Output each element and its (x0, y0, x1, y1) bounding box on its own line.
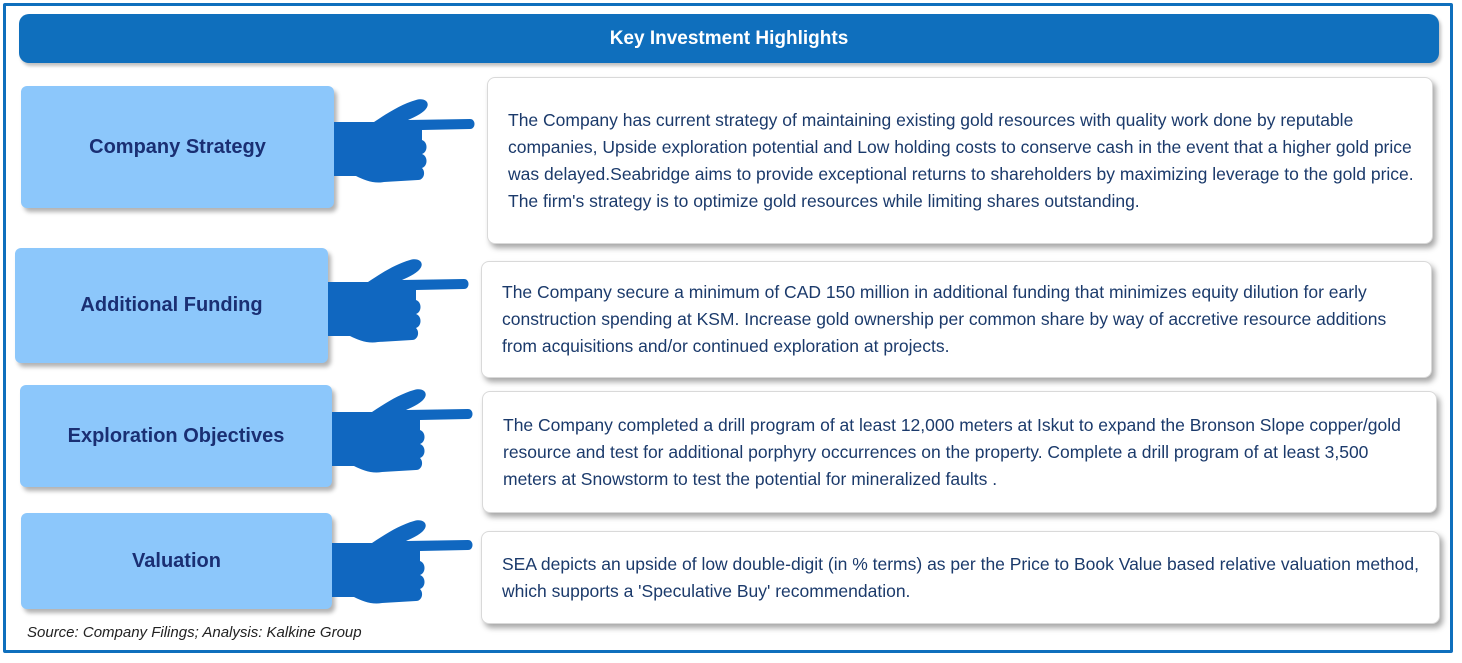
pointing-hand-icon (334, 92, 476, 192)
label-valuation: Valuation (21, 513, 332, 609)
text-exploration-objectives: The Company completed a drill program of at least 12,000 meters at Iskut to expand the Bronson Slope copper/gold resource and test for additional porphyry occurrences on the property. Complete a drill program of at least 3,500 meters at Snowstorm to test the potential for mineralized faults . (482, 391, 1437, 513)
text-valuation: SEA depicts an upside of low double-digit (in % terms) as per the Price to Book Value based relative valuation method, which supports a 'Speculative Buy' recommendation. (481, 531, 1440, 624)
label-additional-funding: Additional Funding (15, 248, 328, 363)
pointing-hand-icon (328, 252, 470, 352)
label-company-strategy: Company Strategy (21, 86, 334, 208)
text-additional-funding: The Company secure a minimum of CAD 150 million in additional funding that minimizes equity dilution for early construction spending at KSM. Increase gold ownership per common share by way of accretive resource additions from acquisitions and/or continued exploration at projects. (481, 261, 1432, 378)
page-title: Key Investment Highlights (19, 14, 1439, 63)
label-exploration-objectives: Exploration Objectives (20, 385, 332, 487)
pointing-hand-icon (332, 382, 474, 482)
pointing-hand-icon (332, 513, 474, 613)
text-company-strategy: The Company has current strategy of maintaining existing gold resources with quality work done by reputable companies, Upside exploration potential and Low holding costs to conserve cash in the event that a higher gold price was delayed.Seabridge aims to provide exceptional returns to shareholders by maximizing leverage to the gold price. The firm's strategy is to optimize gold resources while limiting shares outstanding. (487, 77, 1433, 244)
source-note: Source: Company Filings; Analysis: Kalkine Group (27, 624, 362, 641)
